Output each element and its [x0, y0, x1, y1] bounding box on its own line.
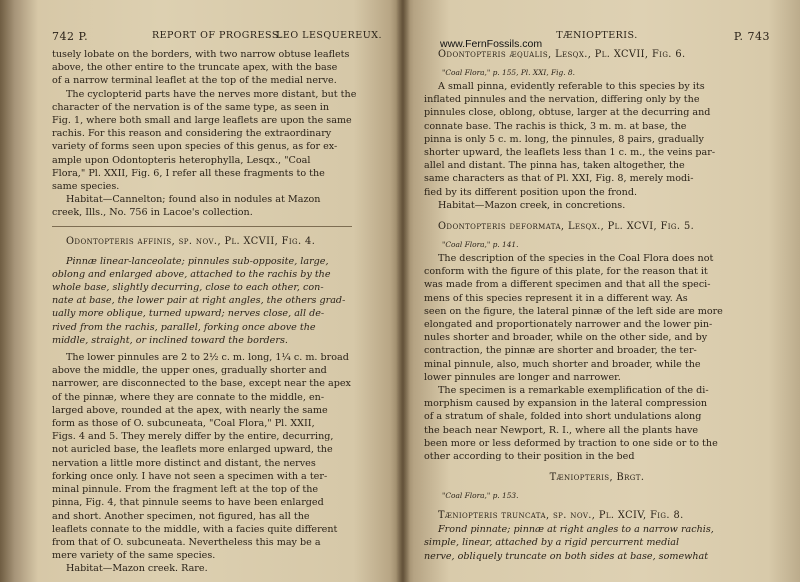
paragraph-line: The description of the species in the Coal Flora does not — [438, 253, 714, 265]
species-title: Odontopteris affinis, sp. nov., Pl. XCVII, Fig. 4. — [66, 235, 316, 247]
habitat-line: Habitat—Mazon creek. Rare. — [66, 563, 208, 575]
diagnosis-line — [52, 334, 382, 347]
paragraph-line: elongated and proportionately narrower and the lower pin- — [424, 319, 713, 331]
diagnosis-line — [52, 321, 382, 334]
diagnosis-text: nerve, obliquely truncate on both sides at base, somewhat — [424, 550, 709, 562]
right-page-number: P. 743 — [733, 30, 770, 43]
left-running-head — [52, 30, 382, 44]
diagnosis-text: whole base, slightly decurring, close to each other, con- — [52, 282, 324, 294]
habitat-line: Habitat—Cannelton; found also in nodules at Mazon — [66, 194, 321, 206]
paragraph-line: above, the other entire to the truncate apex, with the base — [52, 62, 338, 74]
paragraph-line: same species. — [52, 181, 120, 193]
left-column — [52, 30, 382, 576]
habitat-line: Habitat—Mazon creek, in concretions. — [438, 199, 626, 211]
paragraph-line: of a stratum of shale, folded into short undulations along — [424, 411, 702, 423]
description-line: Figs. 4 and 5. They merely differ by the entire, decurring, — [52, 431, 334, 443]
species-title: Odontopteris æqualis, Lesqx., Pl. XCVII, Fig. 6. — [438, 49, 686, 60]
diagnosis-line — [52, 294, 382, 307]
right-page — [402, 0, 800, 582]
description-block — [52, 351, 382, 575]
paragraph-line: fied by its different position upon the frond. — [424, 186, 638, 198]
right-column — [424, 30, 770, 563]
paragraph-line: tusely lobate on the borders, with two narrow obtuse leaflets — [52, 49, 350, 60]
paragraph-line: conform with the figure of this plate, for the reason that it — [424, 266, 708, 278]
diagnosis-text: nate at base, the lower pair at right angles, the others grad- — [52, 295, 346, 307]
paragraph-line: shorter upward, the leaflets less than 1 c. m., the veins par- — [424, 147, 716, 159]
paragraph-line: pinna is only 5 c. m. long, the pinnules, 8 pairs, gradually — [424, 133, 704, 145]
reference-text: "Coal Flora," p. 141. — [442, 240, 519, 250]
habitat-line: creek, Ills., No. 756 in Lacoe's collection. — [52, 207, 253, 219]
diagnosis-line — [52, 268, 382, 281]
paragraph-line: Fig. 1, where both small and large leaflets are upon the same — [52, 115, 352, 127]
page-edge-shadow — [0, 0, 38, 582]
paragraph-line: Flora," Pl. XXII, Fig. 6, I refer all these fragments to the — [52, 167, 325, 179]
watermark-text: www.FernFossils.com — [440, 38, 543, 50]
paragraph-line: character of the nervation is of the same type, as seen in — [52, 101, 330, 113]
description-line: mere variety of the same species. — [52, 550, 216, 562]
left-running-author: LEO LESQUEREUX. — [276, 30, 382, 41]
paragraph-line: rachis. For this reason and considering the extraordinary — [52, 128, 332, 140]
description-line: from that of O. subcuneata. Nevertheless this may be a — [52, 536, 321, 548]
description-line: not auricled base, the leaflets more enlarged upward, the — [52, 444, 333, 456]
paragraph-line: allel and distant. The pinna has, taken altogether, the — [424, 160, 685, 172]
description-line: narrower, are disconnected to the base, except near the apex — [52, 378, 351, 390]
paragraph-line: mens of this species represent it in a different way. As — [424, 292, 688, 304]
description-line: larged above, rounded at the apex, with nearly the same — [52, 404, 328, 416]
paragraph-line: lower pinnules are longer and narrower. — [424, 371, 621, 383]
book-gutter — [396, 0, 410, 582]
paragraph-line: ample upon Odontopteris heterophylla, Lesqx., "Coal — [52, 154, 311, 166]
genus-title: Tæniopteris, Brgt. — [549, 472, 645, 484]
reference-text: "Coal Flora," p. 155, Pl. XXI, Fig. 8. — [442, 68, 575, 77]
paragraph-line: A small pinna, evidently referable to this species by its — [438, 81, 705, 92]
description-line: and short. Another specimen, not figured, has all the — [52, 510, 310, 522]
paragraph-line: minal pinnule, also, much shorter and broader, while the — [424, 358, 701, 370]
species-title: Odontopteris deformata, Lesqx., Pl. XCVI, Fig. 5. — [438, 221, 695, 233]
diagnosis-block — [52, 255, 382, 347]
right-running-title: TÆNIOPTERIS. — [556, 30, 638, 41]
paragraph-line: seen on the figure, the lateral pinnæ of the left side are more — [424, 305, 723, 317]
diagnosis-line — [52, 255, 382, 268]
species-reference — [442, 239, 770, 250]
paragraph-line: of a narrow terminal leaflet at the top of the medial nerve. — [52, 75, 337, 87]
paragraph-line: the beach near Newport, R. I., where all the plants have — [424, 424, 699, 436]
diagnosis-line — [424, 536, 770, 549]
paragraph-line: was made from a different specimen and that all the speci- — [424, 279, 711, 291]
diagnosis-line — [52, 281, 382, 294]
paragraph-line: other according to their position in the bed — [424, 451, 635, 463]
paragraph-line: inflated pinnules and the nervation, differing only by the — [424, 94, 700, 106]
paragraph-line: The specimen is a remarkable exemplification of the di- — [438, 385, 709, 397]
paragraph-line: pinnules close, oblong, obtuse, larger at the decurring and — [424, 107, 711, 119]
paragraph-line: contraction, the pinnæ are shorter and broader, the ter- — [424, 345, 697, 357]
left-page-number: 742 P. — [52, 30, 89, 43]
diagnosis-line — [424, 523, 770, 536]
paragraph-line: connate base. The rachis is thick, 3 m. m. at base, the — [424, 120, 687, 132]
paragraph-line: nules shorter and broader, while on the other side, and by — [424, 332, 708, 344]
description-line: of the pinnæ, where they are connate to the middle, en- — [52, 391, 325, 403]
divider — [52, 226, 352, 227]
description-line: pinna, Fig. 4, that pinnule seems to have been enlarged — [52, 497, 324, 509]
reference-text: "Coal Flora," p. 153. — [442, 491, 519, 501]
description-line: The lower pinnules are 2 to 2½ c. m. long, 1¼ c. m. broad — [66, 352, 349, 364]
description-line: forking once only. I have not seen a specimen with a ter- — [52, 470, 328, 482]
diagnosis-text: Pinnæ linear-lanceolate; pinnules sub-opposite, large, — [66, 255, 329, 267]
diagnosis-text: Frond pinnate; pinnæ at right angles to a narrow rachis, — [438, 524, 714, 536]
paragraph-line: same characters as that of Pl. XXI, Fig. 8, merely modi- — [424, 173, 694, 185]
diagnosis-line — [52, 307, 382, 320]
diagnosis-text: ually more oblique, turned upward; nerves close, all de- — [52, 308, 325, 320]
diagnosis-text: oblong and enlarged above, attached to the rachis by the — [52, 268, 331, 280]
left-running-title: REPORT OF PROGRESS. — [151, 30, 283, 41]
paragraph-line: The cyclopterid parts have the nerves more distant, but the — [66, 88, 357, 100]
paragraph-line: variety of forms seen upon species of this genus, as for ex- — [52, 141, 338, 153]
paragraph-line: been more or less deformed by traction to one side or to the — [424, 437, 718, 449]
description-line: minal pinnule. From the fragment left at the top of the — [52, 484, 319, 496]
diagnosis-text: simple, linear, attached by a rigid percurrent medial — [424, 537, 680, 549]
description-line: above the middle, the upper ones, gradually shorter and — [52, 365, 327, 377]
paragraph-line: morphism caused by expansion in the lateral compression — [424, 398, 708, 410]
description-line: nervation a little more distinct and distant, the nerves — [52, 457, 316, 469]
diagnosis-text: rived from the rachis, parallel, forking once above the — [52, 321, 316, 333]
species-reference — [442, 67, 770, 78]
diagnosis-line — [424, 550, 770, 563]
description-line: form as those of O. subcuneata, "Coal Flora," Pl. XXII, — [52, 418, 315, 430]
description-line: leaflets connate to the middle, with a facies quite different — [52, 523, 338, 535]
genus-reference — [442, 490, 770, 501]
species-title: Tæniopteris truncata, sp. nov., Pl. XCIV, Fig. 8. — [438, 510, 684, 522]
diagnosis-text: middle, straight, or inclined toward the borders. — [52, 334, 288, 346]
